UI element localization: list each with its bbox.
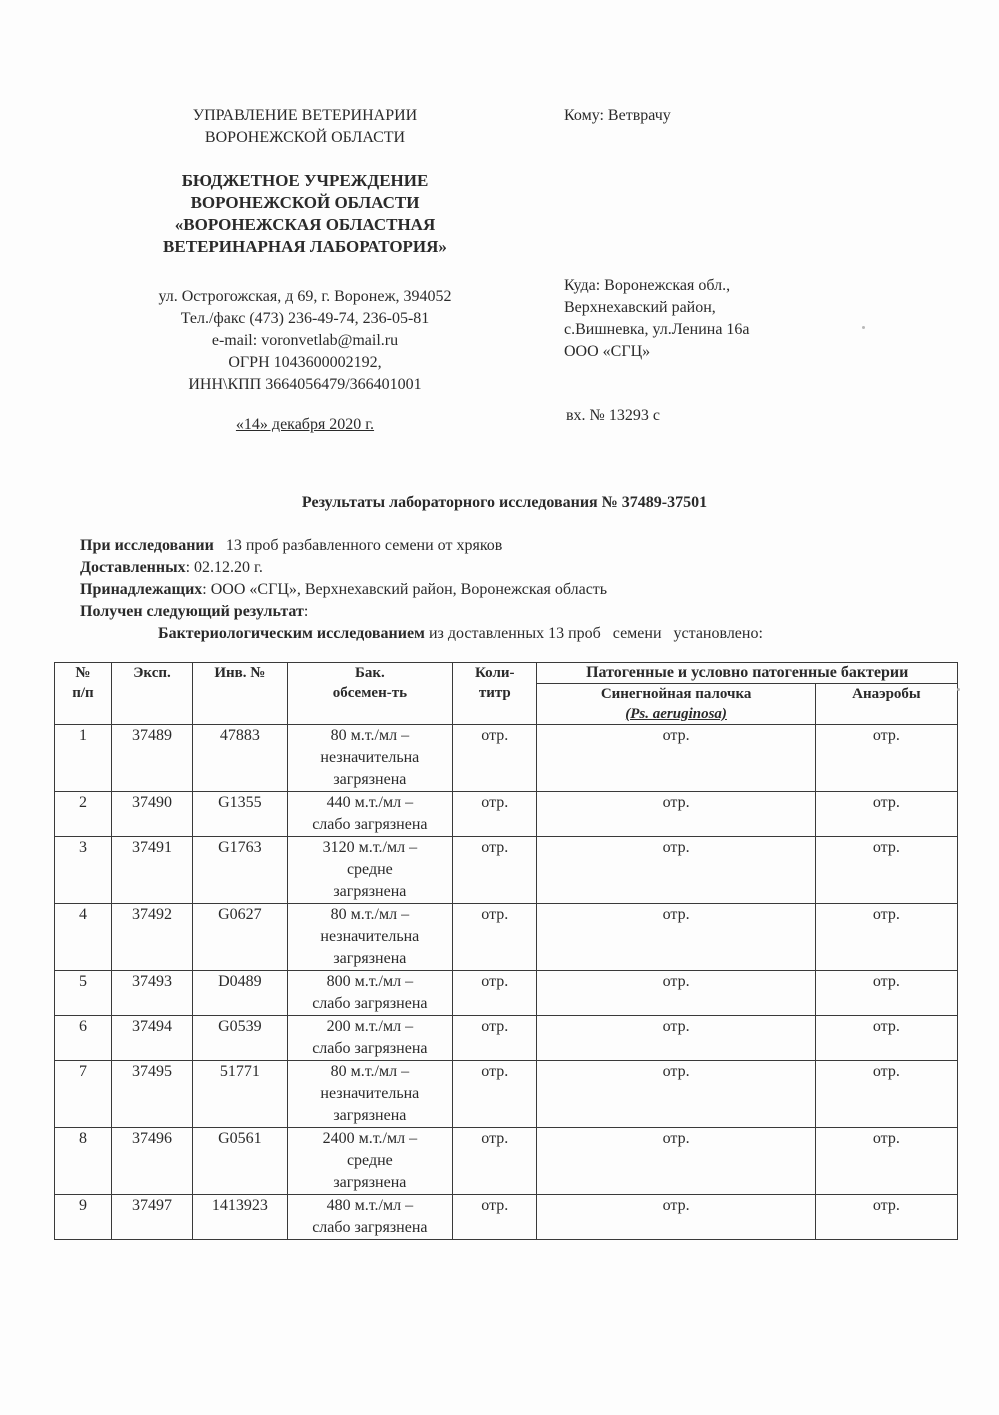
scan-speck [957,688,960,691]
table-row [55,1195,958,1240]
cell-inv: G1763 [193,837,287,904]
cell-pseudomonas: отр. [537,971,815,1016]
cell-bak: 800 м.т./мл – слабо загрязнена [287,971,453,1016]
cell-num: 6 [55,1016,112,1061]
table-row [55,792,958,837]
phone-fax: Тел./факс (473) 236-49-74, 236-05-81 [180,310,430,327]
cell-exp: 37489 [111,725,192,792]
cell-anaerobes: отр. [815,725,957,792]
cell-exp: 37493 [111,971,192,1016]
department-name: УПРАВЛЕНИЕ ВЕТЕРИНАРИИ ВОРОНЕЖСКОЙ ОБЛАСТИ [192,107,418,146]
cell-num: 9 [55,1195,112,1240]
cell-pseudomonas: отр. [537,904,815,971]
cell-pseudomonas: отр. [537,792,815,837]
results-table [54,662,958,1240]
bact-line: Бактериологическим исследованием из доставленных 13 проб семени установлено: [158,625,763,642]
cell-coli: отр. [453,792,537,837]
header-coli: Коли- титр [453,663,537,725]
cell-exp: 37496 [111,1128,192,1195]
cell-inv: D0489 [193,971,287,1016]
document-title: Результаты лабораторного исследования № 37489-37501 [301,494,708,511]
email: e-mail: voronvetlab@mail.ru [211,332,399,349]
cell-exp: 37497 [111,1195,192,1240]
cell-anaerobes: отр. [815,1061,957,1128]
cell-inv: 1413923 [193,1195,287,1240]
table-row [55,1128,958,1195]
institution-contacts [100,286,510,396]
cell-pseudomonas: отр. [537,1061,815,1128]
cell-coli: отр. [453,904,537,971]
ogrn: ОГРН 1043600002192, [228,354,382,371]
sender-block [100,105,510,436]
cell-bak: 2400 м.т./мл – средне загрязнена [287,1128,453,1195]
cell-inv: G0539 [193,1016,287,1061]
cell-bak: 80 м.т./мл – незначительна загрязнена [287,904,453,971]
cell-bak: 200 м.т./мл – слабо загрязнена [287,1016,453,1061]
cell-anaerobes: отр. [815,904,957,971]
cell-num: 8 [55,1128,112,1195]
cell-bak: 3120 м.т./мл – средне загрязнена [287,837,453,904]
cell-inv: 51771 [193,1061,287,1128]
cell-exp: 37491 [111,837,192,904]
header-pathogens-group: Патогенные и условно патогенные бактерии [537,663,958,684]
header-pseudomonas: Синегнойная палочка (Ps. aeruginosa) [537,684,815,725]
recipient: Кому: Ветврачу [564,107,671,124]
header-exp: Эксп. [111,663,192,725]
cell-coli: отр. [453,1061,537,1128]
incoming-number: вх. № 13293 с [566,407,660,424]
cell-pseudomonas: отр. [537,837,815,904]
cell-coli: отр. [453,971,537,1016]
document-date: «14» декабря 2020 г. [235,416,375,433]
cell-num: 4 [55,904,112,971]
cell-num: 1 [55,725,112,792]
cell-inv: G0561 [193,1128,287,1195]
institution-name: БЮДЖЕТНОЕ УЧРЕЖДЕНИЕ ВОРОНЕЖСКОЙ ОБЛАСТИ «ВОРОНЕЖСКАЯ ОБЛАСТНАЯ ВЕТЕРИНАРНАЯ ЛАБОРАТОРИЯ» [163,171,447,256]
header-anaerobes: Анаэробы [815,684,957,725]
cell-anaerobes: отр. [815,1195,957,1240]
scan-speck [862,326,865,329]
cell-bak: 480 м.т./мл – слабо загрязнена [287,1195,453,1240]
cell-coli: отр. [453,1195,537,1240]
table-row [55,1061,958,1128]
cell-coli: отр. [453,837,537,904]
cell-coli: отр. [453,1016,537,1061]
table-row [55,904,958,971]
cell-num: 3 [55,837,112,904]
cell-anaerobes: отр. [815,792,957,837]
table-row [55,725,958,792]
cell-exp: 37490 [111,792,192,837]
cell-num: 7 [55,1061,112,1128]
cell-num: 5 [55,971,112,1016]
cell-anaerobes: отр. [815,1016,957,1061]
cell-inv: 47883 [193,725,287,792]
result-line: Получен следующий результат: [80,603,309,620]
header-bak: Бак. обсемен-ть [287,663,453,725]
cell-pseudomonas: отр. [537,725,815,792]
study-line: При исследовании 13 проб разбавленного семени от хряков [80,537,503,554]
cell-anaerobes: отр. [815,971,957,1016]
header-inv: Инв. № [193,663,287,725]
study-info [80,535,763,645]
cell-bak: 80 м.т./мл – незначительна загрязнена [287,725,453,792]
cell-anaerobes: отр. [815,1128,957,1195]
recipient-address: Куда: Воронежская обл., Верхнехавский район, с.Вишневка, ул.Ленина 16а ООО «СГЦ» [564,277,750,360]
inn-kpp: ИНН\КПП 3664056479/366401001 [188,376,422,393]
cell-inv: G0627 [193,904,287,971]
cell-exp: 37495 [111,1061,192,1128]
owner-line: Принадлежащих: ООО «СГЦ», Верхнехавский район, Воронежская область [80,581,608,598]
header-num: № п/п [55,663,112,725]
cell-bak: 80 м.т./мл – незначительна загрязнена [287,1061,453,1128]
street-address: ул. Острогожская, д 69, г. Воронеж, 394052 [158,288,452,305]
cell-anaerobes: отр. [815,837,957,904]
cell-bak: 440 м.т./мл – слабо загрязнена [287,792,453,837]
cell-pseudomonas: отр. [537,1128,815,1195]
table-row [55,971,958,1016]
table-row [55,1016,958,1061]
cell-exp: 37494 [111,1016,192,1061]
cell-exp: 37492 [111,904,192,971]
cell-inv: G1355 [193,792,287,837]
cell-pseudomonas: отр. [537,1195,815,1240]
cell-coli: отр. [453,725,537,792]
cell-num: 2 [55,792,112,837]
delivered-line: Доставленных: 02.12.20 г. [80,559,263,576]
table-row [55,837,958,904]
cell-coli: отр. [453,1128,537,1195]
cell-pseudomonas: отр. [537,1016,815,1061]
